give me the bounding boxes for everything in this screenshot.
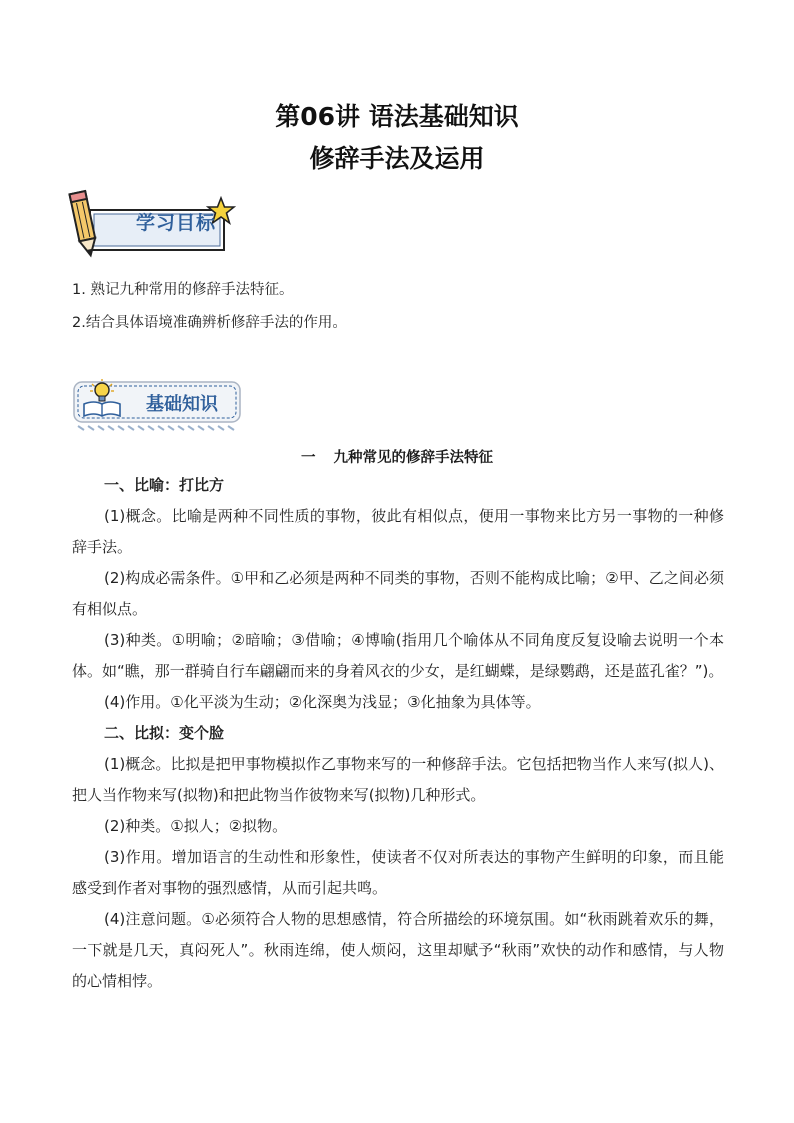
body-text <box>72 470 724 997</box>
basic-knowledge-label: 基础知识 <box>146 394 218 415</box>
paragraph: (3)种类。①明喻；②暗喻；③借喻；④博喻(指用几个喻体从不同角度反复设喻去说明一个本体。如“瞧，那一群骑自行车翩翩而来的身着风衣的少女，是红蝴蝶，是绿鹦鹉，还是蓝孔雀？”)。 <box>72 631 724 680</box>
section-heading <box>0 446 794 467</box>
page-title: 第06讲 语法基础知识 <box>275 102 519 131</box>
learning-goals-banner <box>66 188 236 260</box>
paragraph: (4)注意问题。①必须符合人物的思想感情，符合所描绘的环境氛围。如“秋雨跳着欢乐的舞，一下就是几天，真闷死人”。秋雨连绵，使人烦闷，这里却赋予“秋雨”欢快的动作和感情，与人物的心情相悖。 <box>72 910 724 990</box>
subheading: 二、比拟：变个脸 <box>104 724 225 742</box>
subheading: 一、比喻：打比方 <box>104 476 225 494</box>
paragraph: (1)概念。比喻是两种不同性质的事物，彼此有相似点，便用一事物来比方另一事物的一种修辞手法。 <box>72 507 724 556</box>
basic-knowledge-banner <box>72 376 242 432</box>
goal-item: 2.结合具体语境准确辨析修辞手法的作用。 <box>72 315 347 331</box>
goal-item: 1. 熟记九种常用的修辞手法特征。 <box>72 282 294 298</box>
page-subtitle: 修辞手法及运用 <box>309 144 485 173</box>
paragraph: (2)构成必需条件。①甲和乙必须是两种不同类的事物，否则不能构成比喻；②甲、乙之间必须有相似点。 <box>72 569 724 618</box>
section-number: 一 <box>301 450 316 466</box>
section-heading-text: 九种常见的修辞手法特征 <box>333 450 493 466</box>
learning-goals-label: 学习目标 <box>135 211 216 234</box>
paragraph: (1)概念。比拟是把甲事物模拟作乙事物来写的一种修辞手法。它包括把物当作人来写(拟人)、把人当作物来写(拟物)和把此物当作彼物来写(拟物)几种形式。 <box>72 755 724 804</box>
paragraph: (4)作用。①化平淡为生动；②化深奥为浅显；③化抽象为具体等。 <box>104 693 541 711</box>
paragraph: (3)作用。增加语言的生动性和形象性，使读者不仅对所表达的事物产生鲜明的印象，而且能感受到作者对事物的强烈感情，从而引起共鸣。 <box>72 848 724 897</box>
paragraph: (2)种类。①拟人；②拟物。 <box>104 817 288 835</box>
